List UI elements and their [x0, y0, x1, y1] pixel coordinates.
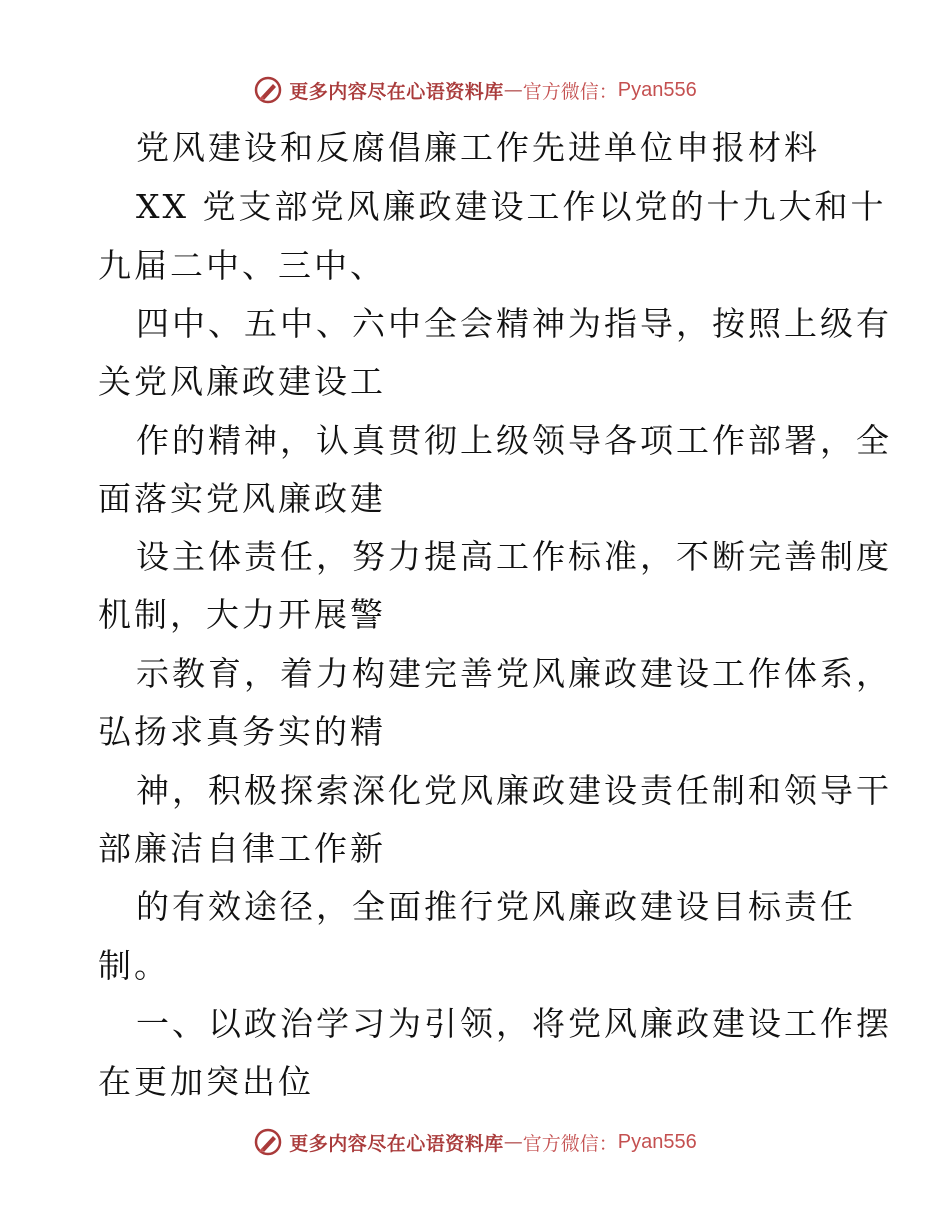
- pen-logo-icon: [253, 1127, 283, 1157]
- text-line: 关党风廉政建设工: [98, 362, 386, 401]
- text-line: 神，积极探索深化党风廉政建设责任制和领导干: [136, 771, 892, 810]
- text-line: 设主体责任，努力提高工作标准，不断完善制度: [136, 537, 892, 576]
- text-line: 的有效途径，全面推行党风廉政建设目标责任: [136, 887, 856, 926]
- document-title: 党风建设和反腐倡廉工作先进单位申报材料: [136, 128, 820, 167]
- footer-watermark: [0, 1122, 950, 1162]
- text-line: 九届二中、三中、: [98, 246, 386, 285]
- text-line: 作的精神，认真贯彻上级领导各项工作部署，全: [136, 421, 892, 460]
- watermark-handle: Pyan556: [617, 1130, 697, 1153]
- text-line: 机制，大力开展警: [98, 595, 386, 634]
- watermark-handle: Pyan556: [617, 78, 697, 101]
- watermark-label: 官方微信：: [522, 1132, 618, 1155]
- watermark-label: 官方微信：: [522, 80, 618, 103]
- header-watermark: [0, 70, 950, 110]
- watermark-separator: —: [503, 79, 523, 101]
- watermark-separator: —: [503, 1131, 523, 1153]
- text-line: 弘扬求真务实的精: [98, 712, 386, 751]
- text-line: 面落实党风廉政建: [98, 479, 386, 518]
- text-line: 在更加突出位: [98, 1062, 314, 1101]
- text-line: XX 党支部党风廉政建设工作以党的十九大和十: [136, 187, 887, 226]
- text-line: 制。: [98, 946, 170, 985]
- pen-logo-icon: [253, 75, 283, 105]
- watermark-text: 更多内容尽在心语资料库: [289, 1132, 504, 1155]
- text-line: 四中、五中、六中全会精神为指导，按照上级有: [136, 304, 892, 343]
- text-line: 部廉洁自律工作新: [98, 829, 386, 868]
- section-heading: 一、以政治学习为引领，将党风廉政建设工作摆: [136, 1004, 892, 1043]
- watermark-text: 更多内容尽在心语资料库: [289, 80, 504, 103]
- text-line: 示教育，着力构建完善党风廉政建设工作体系，: [136, 654, 892, 693]
